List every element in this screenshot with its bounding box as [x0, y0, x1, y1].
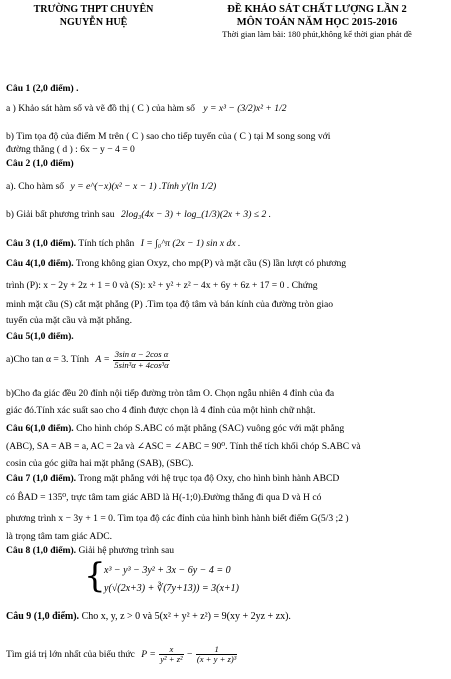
- q1-part-b-2: đường thẳng ( d ) : 6x − y − 4 = 0: [6, 144, 135, 155]
- school-name: [6, 4, 181, 29]
- q3: Câu 3 (1,0 điểm). Tính tích phân I = ∫₀^π (2x − 1) sin x dx .: [6, 238, 241, 249]
- q2-part-b: b) Giải bất phương trình sau 2log₃(4x − 3) + log_(1/3)(2x + 3) ≤ 2 .: [6, 209, 272, 220]
- school-line-1: TRƯỜNG THPT CHUYÊN: [33, 4, 154, 15]
- q2-b-formula: 2log₃(4x − 3) + log_(1/3)(2x + 3) ≤ 2 .: [121, 209, 272, 220]
- system-brace: {: [84, 556, 106, 596]
- q9-fraction-1: $\frac{x}{\text{y² + z²}}$: [160, 643, 183, 665]
- title-line-1: ĐỀ KHẢO SÁT CHẤT LƯỢNG LẦN 2: [227, 4, 407, 15]
- q1-a-formula: y = x³ − (3/2)x² + 1/2: [203, 103, 287, 114]
- q2-a-formula: y = e^(−x)(x² − x − 1) .Tính y'(ln 1/2): [70, 181, 217, 192]
- q5-label: Câu 5(1,0 điểm).: [6, 331, 74, 342]
- q1-label: Câu 1 (2,0 điểm) .: [6, 83, 79, 94]
- q1-part-b-1: b) Tìm tọa độ của điểm M trên ( C ) sao cho tiếp tuyến của ( C ) tại M song song với: [6, 131, 331, 142]
- q4-line-2: trình (P): x − 2y + 2z + 1 = 0 và (S): x² + y² + z² − 4x + 6y + 6z + 17 = 0 . Chứng: [6, 280, 318, 291]
- q3-formula: I = ∫₀^π (2x − 1) sin x dx .: [140, 238, 241, 249]
- q9-line-1: Câu 9 (1,0 điểm). Cho x, y, z > 0 và 5(x² + y² + z²) = 9(xy + 2yz + zx).: [6, 611, 291, 622]
- q8-equation-1: x³ − y³ − 3y² + 3x − 6y − 4 = 0: [104, 565, 231, 576]
- q1-part-a: a ) Khảo sát hàm số và vẽ đồ thị ( C ) của hàm số y = x³ − (3/2)x² + 1/2: [6, 103, 287, 114]
- q9-line-2: Tìm giá trị lớn nhất của biểu thức P = $\frac{x}{\text{y² + z²}}$ − $\frac{1}{\text{(x + y + z)³}}$: [6, 643, 237, 665]
- q7-line-1: Câu 7 (1,0 điểm). Trong mặt phẳng với hệ trục tọa độ Oxy, cho hình bình hành ABCD: [6, 473, 340, 484]
- q4-line-1: Câu 4(1,0 điểm). Trong không gian Oxyz, cho mp(P) và mặt cầu (S) lần lượt có phương: [6, 258, 347, 269]
- q5-part-b-1: b)Cho đa giác đều 20 đỉnh nội tiếp đường tròn tâm O. Chọn ngẫu nhiên 4 đỉnh của đa: [6, 388, 335, 399]
- q7-line-2: có B̂AD = 135⁰, trực tâm tam giác ABD là H(-1;0).Đường thẳng đi qua D và H có: [6, 492, 322, 503]
- q4-line-3: minh mặt cầu (S) cắt mặt phẳng (P) .Tìm tọa độ tâm và bán kính của đường tròn giao: [6, 299, 334, 310]
- q5-part-a: a)Cho tan α = 3. Tính A = $\frac{\text{3sin α − 2cos α}}{\text{5sin³α + 4cos³α}}$: [6, 349, 169, 370]
- title-line-2: MÔN TOÁN NĂM HỌC 2015-2016: [236, 16, 398, 28]
- q4-line-4: tuyến của mặt cầu và mặt phẳng.: [6, 315, 133, 326]
- q9-fraction-2: $\frac{1}{\text{(x + y + z)³}}$: [196, 643, 237, 665]
- exam-title: [188, 4, 446, 40]
- q7-line-3: phương trình x − 3y + 1 = 0. Tìm tọa độ các đỉnh của hình bình hành biết điểm G(5/3 ;2 ): [6, 513, 349, 524]
- q6-line-1: Câu 6(1,0 điểm). Cho hình chóp S.ABC có mặt phẳng (SAC) vuông góc với mặt phẳng: [6, 423, 345, 434]
- school-line-2: NGUYỄN HUỆ: [59, 16, 128, 28]
- q6-line-3: cosin của góc giữa hai mặt phẳng (SAB), (SBC).: [6, 458, 194, 469]
- time-note: Thời gian làm bài: 180 phút,không kể thời gian phát đề: [222, 29, 412, 39]
- q6-line-2: (ABC), SA = AB = a, AC = 2a và ∠ASC = ∠ABC = 90⁰. Tính thể tích khối chóp S.ABC và: [6, 441, 361, 452]
- q5-part-b-2: giác đó.Tính xác suất sao cho 4 đỉnh được chọn là 4 đỉnh của một hình chữ nhật.: [6, 405, 316, 416]
- q2-label: Câu 2 (1,0 điểm): [6, 158, 74, 169]
- q7-line-4: là trọng tâm tam giác ADC.: [6, 531, 113, 542]
- q8-label: Câu 8 (1,0 điểm). Giải hệ phương trình sau: [6, 545, 175, 556]
- q8-equation-2: y(√(2x+3) + ∛(7y+13)) = 3(x+1): [104, 583, 239, 594]
- q2-part-a: a). Cho hàm số y = e^(−x)(x² − x − 1) .Tính y'(ln 1/2): [6, 181, 217, 192]
- q5-fraction: $\frac{\text{3sin α − 2cos α}}{\text{5sin³α + 4cos³α}}$: [114, 349, 169, 370]
